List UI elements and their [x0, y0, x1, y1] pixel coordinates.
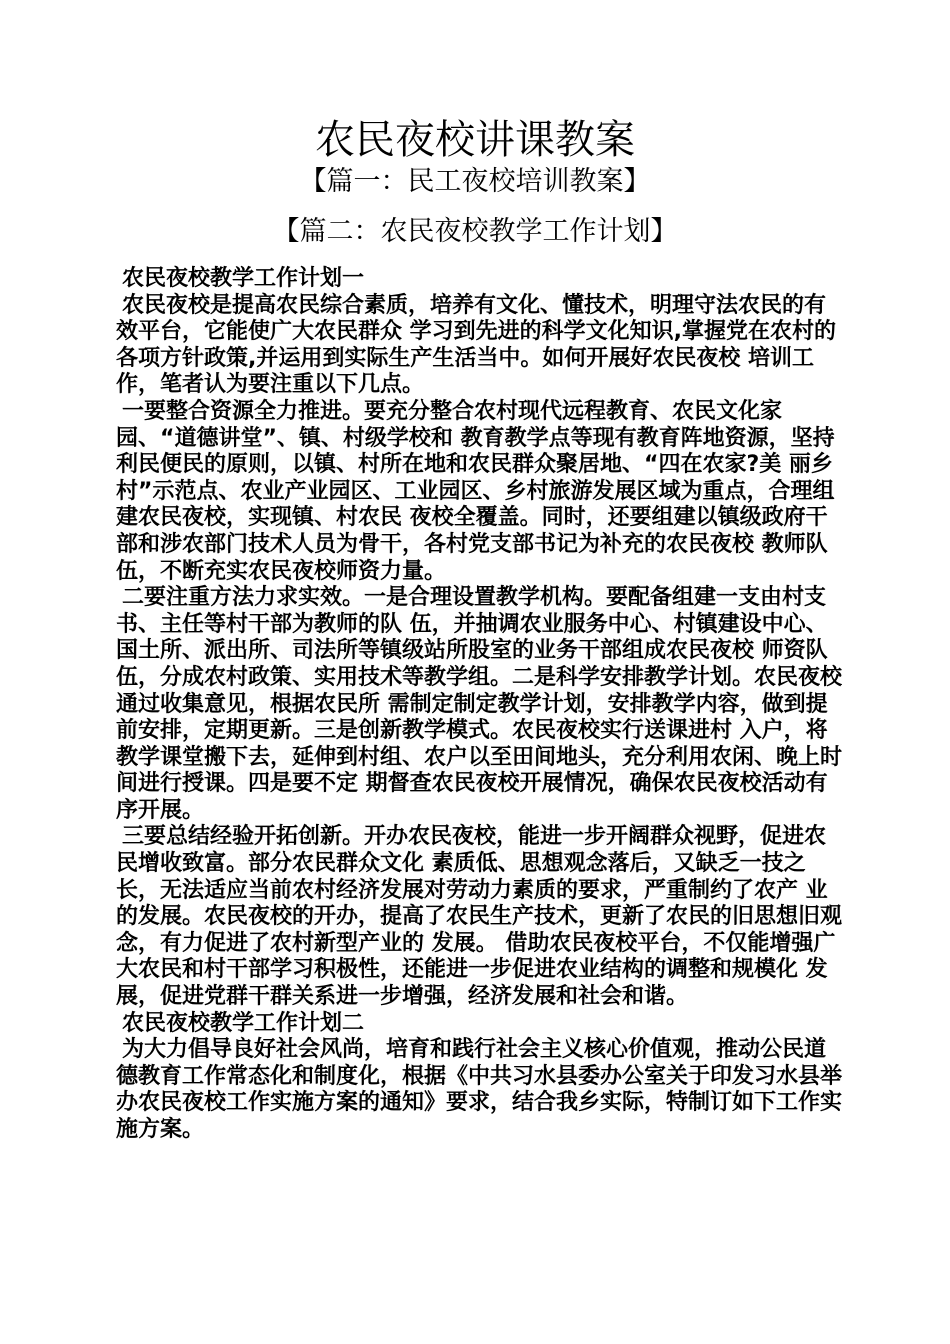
body-paragraph: 农民夜校是提高农民综合素质，培养有文化、懂技术，明理守法农民的有效平台，它能使广大农民群众 学习到先进的科学文化知识,掌握党在农村的各项方针政策,并运用到实际生产生活当中。如何开展好农民夜校 培训工作，笔者认为要注重以下几点。: [116, 292, 837, 398]
section-heading-1: 【篇一：民工夜校培训教案】: [299, 166, 651, 197]
document-title: 农民夜校讲课教案: [315, 117, 635, 163]
document-body: [116, 266, 846, 1144]
body-paragraph: 为大力倡导良好社会风尚，培育和践行社会主义核心价值观，推动公民道德教育工作常态化和制度化，根据《中共习水县委办公室关于印发习水县举办农民夜校工作实施方案的通知》要求，结合我乡实际，特制订如下工作实施方案。: [116, 1037, 843, 1142]
plan-two-heading: 农民夜校教学工作计划二: [122, 1010, 365, 1036]
body-paragraph: 二要注重方法力求实效。一是合理设置教学机构。要配备组建一支由村支书、主任等村干部为教师的队 伍，并抽调农业服务中心、村镇建设中心、国土所、派出所、司法所等镇级站所股室的业务干部组成农民夜校 师资队伍，分成农村政策、实用技术等教学组。二是科学安排教学计划。农民夜校通过收集意见，根据农民所 需制定制定教学计划，安排教学内容，做到提前安排，定期更新。三是创新教学模式。农民夜校实行送课进村 入户，将教学课堂搬下去，延伸到村组、农户以至田间地头，充分利用农闲、晚上时间进行授课。四是要不定 期督查农民夜校开展情况，确保农民夜校活动有序开展。: [116, 585, 843, 823]
section-heading-2: 【篇二：农民夜校教学工作计划】: [272, 216, 678, 247]
body-paragraph: 一要整合资源全力推进。要充分整合农村现代远程教育、农民文化家园、“道德讲堂”、镇、村级学校和 教育教学点等现有教育阵地资源，坚持利民便民的原则，以镇、村所在地和农民群众聚居地、“四在农家?美 丽乡村”示范点、农业产业园区、工业园区、乡村旅游发展区域为重点，合理组建农民夜校，实现镇、村农民 夜校全覆盖。同时，还要组建以镇级政府干部和涉农部门技术人员为骨干，各村党支部书记为补充的农民夜校 教师队伍，不断充实农民夜校师资力量。: [116, 398, 835, 584]
body-paragraph: 三要总结经验开拓创新。开办农民夜校，能进一步开阔群众视野，促进农民增收致富。部分农民群众文化 素质低、思想观念落后，又缺乏一技之长，无法适应当前农村经济发展对劳动力素质的要求，严重制约了农产 业的发展。农民夜校的开办，提高了农民生产技术，更新了农民的旧思想旧观念，有力促进了农村新型产业的 发展。 借助农民夜校平台，不仅能增强广大农民和村干部学习积极性，还能进一步促进农业结构的调整和规模化 发展，促进党群干群关系进一步增强，经济发展和社会和谐。: [116, 824, 843, 1010]
plan-one-heading: 农民夜校教学工作计划一: [122, 266, 365, 291]
